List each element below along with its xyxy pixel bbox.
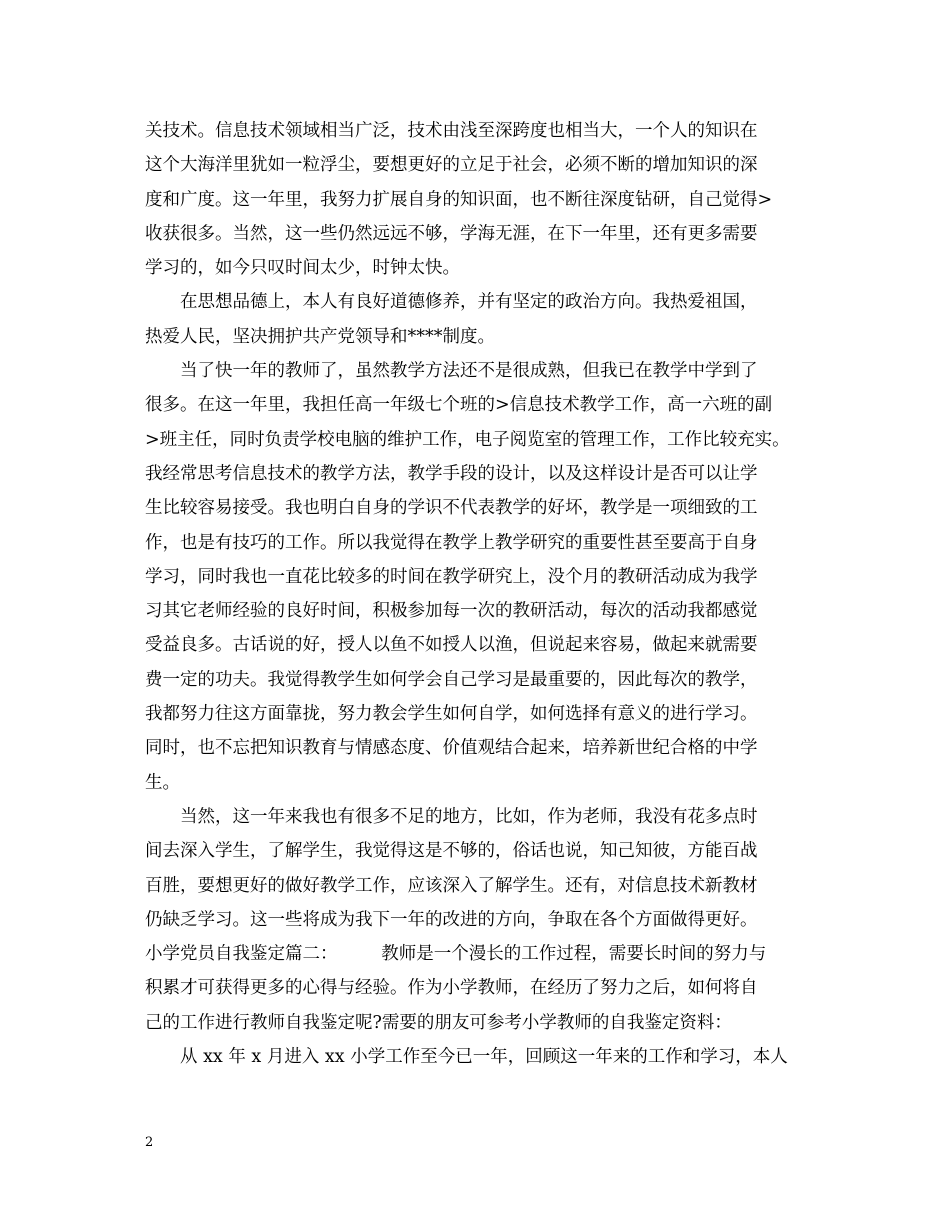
text-line: 习其它老师经验的良好时间，积极参加每一次的教研活动，每次的活动我都感觉 [145, 601, 758, 622]
text-line: 我都努力往这方面靠拢，努力教会学生如何自学，如何选择有意义的进行学习。 [145, 704, 758, 725]
text-line: 在思想品德上，本人有良好道德修养，并有坚定的政治方向。我热爱祖国， [145, 292, 758, 313]
text-line: 热爱人民，坚决拥护共产党领导和****制度。 [145, 326, 495, 347]
text-line: 己的工作进行教师自我鉴定呢?需要的朋友可参考小学教师的自我鉴定资料： [145, 1012, 732, 1033]
text-line: >班主任，同时负责学校电脑的维护工作，电子阅览室的管理工作，工作比较充实。 [145, 429, 790, 450]
text-line: 当然，这一年来我也有很多不足的地方，比如，作为老师，我没有花多点时 [145, 806, 758, 827]
text-line: 这个大海洋里犹如一粒浮尘，要想更好的立足于社会，必须不断的增加知识的深 [145, 155, 758, 176]
text-line: 作，也是有技巧的工作。所以我觉得在教学上教学研究的重要性甚至要高于自身 [145, 532, 758, 553]
text-line: 收获很多。当然，这一些仍然远远不够，学海无涯，在下一年里，还有更多需要 [145, 223, 758, 244]
text-line: 受益良多。古话说的好，授人以鱼不如授人以渔，但说起来容易，做起来就需要 [145, 635, 758, 656]
text-line: 积累才可获得更多的心得与经验。作为小学教师，在经历了努力之后，如何将自 [145, 978, 758, 999]
text-line: 当了快一年的教师了，虽然教学方法还不是很成熟，但我已在教学中学到了 [145, 361, 758, 382]
text-line: 度和广度。这一年里，我努力扩展自身的知识面，也不断往深度钻研，自己觉得> [145, 189, 773, 210]
body-text [145, 114, 805, 1074]
text-line: 很多。在这一年里，我担任高一年级七个班的>信息技术教学工作，高一六班的副 [145, 395, 773, 416]
text-line: 关技术。信息技术领域相当广泛，技术由浅至深跨度也相当大，一个人的知识在 [145, 121, 758, 141]
text-line: 学习，同时我也一直花比较多的时间在教学研究上，没个月的教研活动成为我学 [145, 566, 758, 587]
text-line: 从 xx 年 x 月进入 xx 小学工作至今已一年，回顾这一年来的工作和学习，本人 [145, 1047, 788, 1068]
text-line: 生。 [145, 772, 180, 793]
text-line: 小学党员自我鉴定篇二： 教师是一个漫长的工作过程，需要长时间的努力与 [145, 944, 767, 965]
text-line: 同时，也不忘把知识教育与情感态度、价值观结合起来，培养新世纪合格的中学 [145, 738, 758, 759]
text-line: 生比较容易接受。我也明白自身的学识不代表教学的好坏，教学是一项细致的工 [145, 498, 758, 519]
text-line: 仍缺乏学习。这一些将成为我下一年的改进的方向，争取在各个方面做得更好。 [145, 909, 758, 930]
text-line: 间去深入学生，了解学生，我觉得这是不够的，俗话也说，知己知彼，方能百战 [145, 841, 758, 862]
text-line: 学习的，如今只叹时间太少，时钟太快。 [145, 258, 460, 279]
text-line: 费一定的功夫。我觉得教学生如何学会自己学习是最重要的，因此每次的教学， [145, 669, 758, 690]
page-number: 2 [145, 1135, 154, 1150]
text-line: 我经常思考信息技术的教学方法，教学手段的设计，以及这样设计是否可以让学 [145, 463, 758, 484]
text-line: 百胜，要想更好的做好教学工作，应该深入了解学生。还有，对信息技术新教材 [145, 875, 758, 896]
